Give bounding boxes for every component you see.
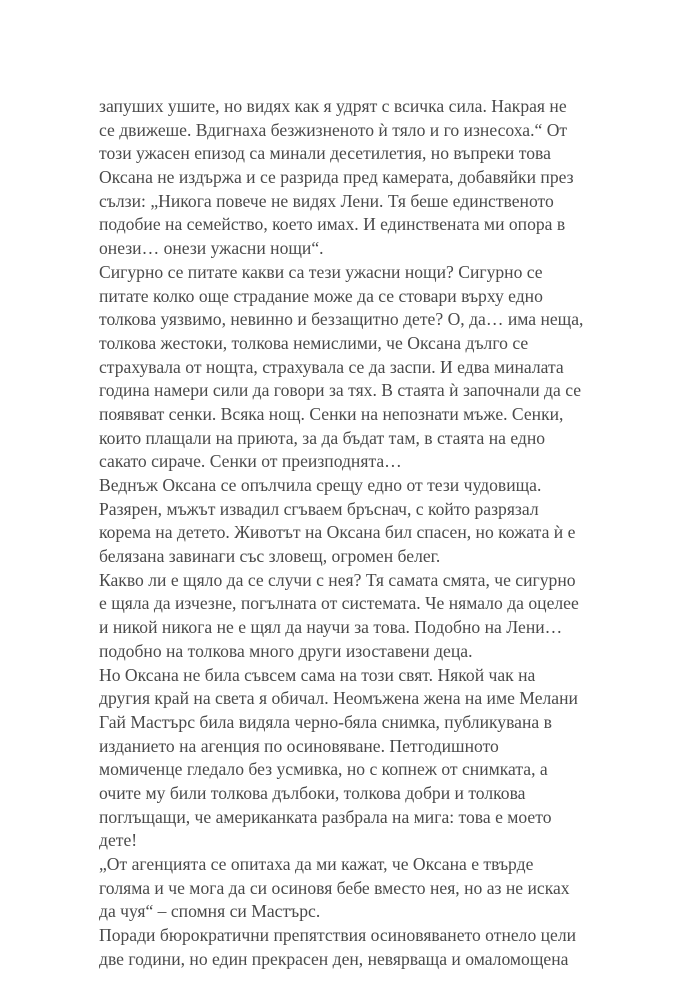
text-line: сълзи: „Никога повече не видях Лени. Тя беше единственото [99,190,554,211]
text-line: „От агенцията се опитаха да ми кажат, че Оксана е твърде [99,854,534,874]
text-line: появяват сенки. Всяка нощ. Сенки на непознати мъже. Сенки, [99,403,564,424]
text-line: питате колко още страдание може да се стовари върху едно [99,285,543,306]
text-line: е щяла да изчезне, погълната от системата. Че нямало да оцелее [99,593,579,614]
text-line: корема на детето. Животът на Оксана бил спасен, но кожата ѝ е [99,522,576,543]
text-line: Разярен, мъжът извадил сгъваем бръснач, с който разрязал [99,498,539,519]
text-line: Поради бюрократични препятствия осиновяването отнело цели [99,925,577,946]
text-line: подобно на толкова много други изоставени деца. [99,640,473,661]
text-line: поглъщащи, че американката разбрала на мига: това е моето [99,806,552,827]
text-line: Но Оксана не била съвсем сама на този свят. Някой чак на [99,664,536,685]
text-line: онези… онези ужасни нощи“. [99,238,324,259]
text-line: година намери сили да говори за тях. В стаята ѝ започнали да се [99,380,582,401]
text-line: голяма и че мога да си осиновя бебе вместо нея, но аз не исках [99,877,570,898]
text-line: две години, но един прекрасен ден, невярваща и омаломощена [99,948,569,969]
text-line: белязана завинаги със зловещ, огромен белег. [99,546,441,567]
text-line: другия край на света я обичал. Неомъжена жена на име Мелани [99,688,578,709]
text-line: подобие на семейство, което имах. И единствената ми опора в [99,214,566,235]
text-line: страхувала от нощта, страхувала се да заспи. И едва миналата [99,356,564,377]
text-line: този ужасен епизод са минали десетилетия, но въпреки това [99,143,551,164]
text-line: Веднъж Оксана се опълчила срещу едно от тези чудовища. [99,475,542,495]
text-line: Какво ли е щяло да се случи с нея? Тя самата смята, че сигурно [99,569,576,590]
text-line: толкова уязвимо, невинно и беззащитно дете? О, да… има неща, [99,309,584,330]
body-text [99,95,604,971]
text-line: толкова жестоки, толкова немислими, че Оксана дълго се [99,332,529,353]
text-line: момиченце гледало без усмивка, но с копнеж от снимката, а [99,759,548,780]
text-line: се движеше. Вдигнаха безжизненото ѝ тяло и го изнесоха.“ От [99,119,568,140]
text-line: Гай Мастърс била видяла черно-бяла снимка, публикувана в [99,711,552,732]
text-line: и никой никога не е щял да научи за това. Подобно на Лени… [99,617,563,638]
text-line: да чуя“ – спомня си Мастърс. [99,901,321,922]
text-line: Сигурно се питате какви са тези ужасни нощи? Сигурно се [99,261,543,282]
text-line: Оксана не издържа и се разрида пред камерата, добавяйки през [99,167,574,188]
text-line: дете! [99,830,138,851]
text-line: изданието на агенция по осиновяване. Петгодишното [99,735,499,756]
text-line: запуших ушите, но видях как я удрят с всичка сила. Накрая не [99,96,567,116]
text-line: които плащали на приюта, за да бъдат там, в стаята на едно [99,427,546,448]
text-line: сакато сираче. Сенки от преизподнята… [99,451,402,472]
text-line: очите му били толкова дълбоки, толкова добри и толкова [99,782,526,803]
